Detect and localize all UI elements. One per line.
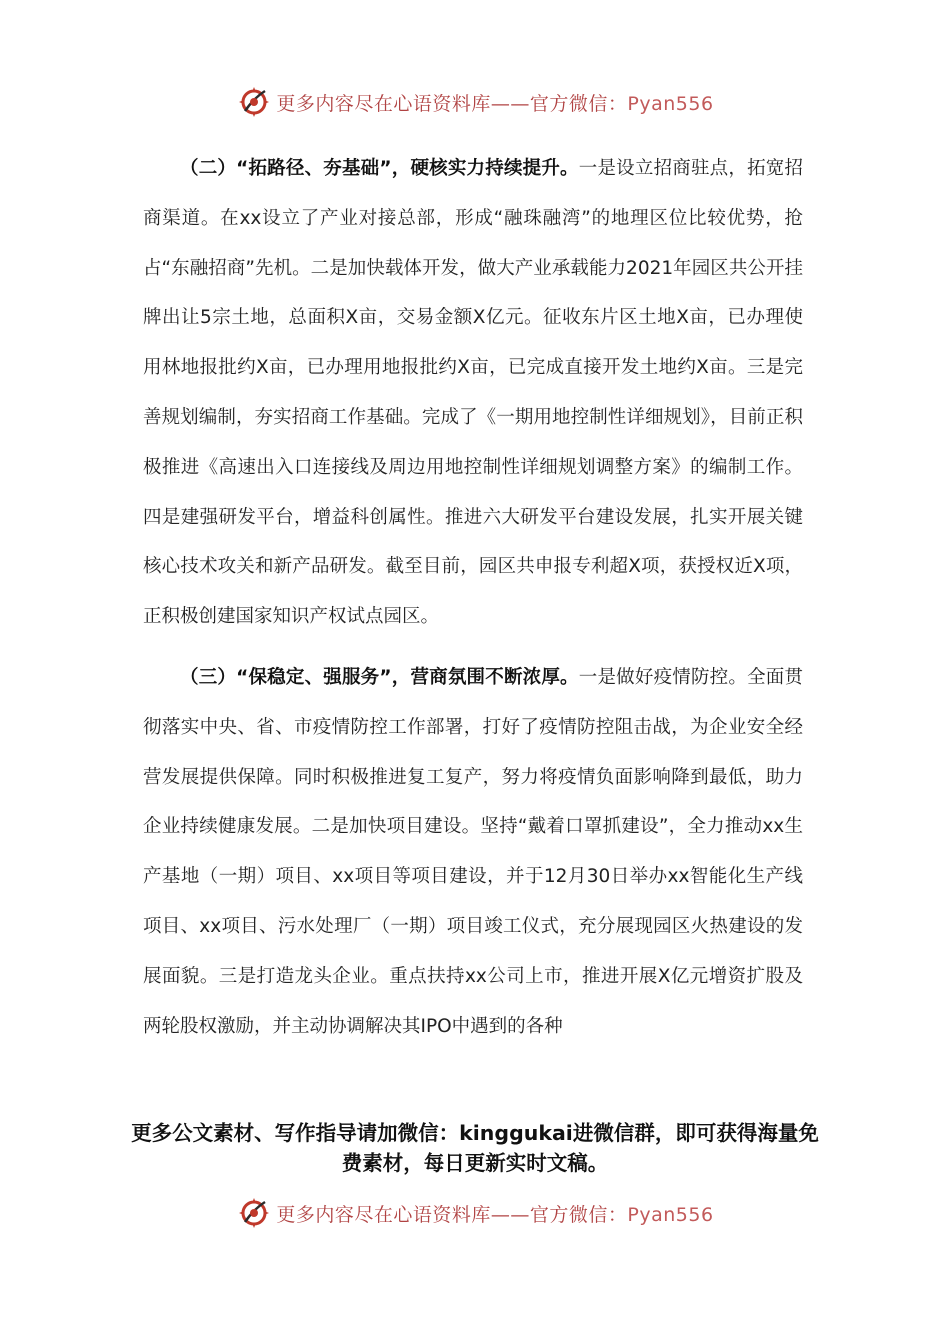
article-body xyxy=(143,144,803,1051)
banner-site-text xyxy=(276,1200,713,1227)
section-heading: （三）“保稳定、强服务”，营商氛围不断浓厚。 xyxy=(180,666,579,688)
banner-site-label: 更多内容尽在心语资料库——官方微信： xyxy=(276,1203,628,1226)
paragraph-section-3 xyxy=(143,653,803,1051)
section-heading: （二）“拓路径、夯基础”，硬核实力持续提升。 xyxy=(180,158,579,179)
header-banner xyxy=(0,80,950,124)
footer-promo-note: 更多公文素材、写作指导请加微信：kinggukai进微信群，即可获得海量免费素材，每日更新实时文稿。 xyxy=(131,1121,819,1175)
banner-site-label: 更多内容尽在心语资料库——官方微信： xyxy=(276,92,628,115)
banner-wechat-id: Pyan556 xyxy=(627,92,714,115)
section-text: 一是设立招商驻点，拓宽招商渠道。在xx设立了产业对接总部，形成“融珠融湾”的地理区位比较优势，抢占“东融招商”先机。二是加快载体开发，做大产业承载能力2021年园区共公开挂牌出让5宗土地，总面积X亩，交易金额X亿元。征收东片区土地X亩，已办理使用林地报批约X亩，已办理用地报批约X亩，已完成直接开发土地约X亩。三是完善规划编制，夯实招商工作基础。完成了《一期用地控制性详细规划》，目前正积极推进《高速出入口连接线及周边用地控制性详细规划调整方案》的编制工作。四是建强研发平台，增益科创属性。推进六大研发平台建设发展，扎实开展关键核心技术攻关和新产品研发。截至目前，园区共申报专利超X项，获授权近X项，正积极创建国家知识产权试点园区。 xyxy=(143,158,803,628)
paragraph-section-2 xyxy=(143,144,803,642)
banner-wechat-id: Pyan556 xyxy=(627,1203,714,1226)
section-text: 一是做好疫情防控。全面贯彻落实中央、省、市疫情防控工作部署，打好了疫情防控阻击战，为企业安全经营发展提供保障。同时积极推进复工复产，努力将疫情负面影响降到最低，助力企业持续健康发展。二是加快项目建设。坚持“戴着口罩抓建设”，全力推动xx生产基地（一期）项目、xx项目等项目建设，并于12月30日举办xx智能化生产线项目、xx项目、污水处理厂（一期）项目竣工仪式，充分展现园区火热建设的发展面貌。三是打造龙头企业。重点扶持xx公司上市，推进开展X亿元增资扩股及两轮股权激励，并主动协调解决其IPO中遇到的各种 xyxy=(143,666,803,1037)
banner-site-text xyxy=(276,89,713,116)
gear-logo-icon xyxy=(236,1195,272,1231)
footer-banner xyxy=(0,1191,950,1235)
gear-logo-icon xyxy=(236,84,272,120)
